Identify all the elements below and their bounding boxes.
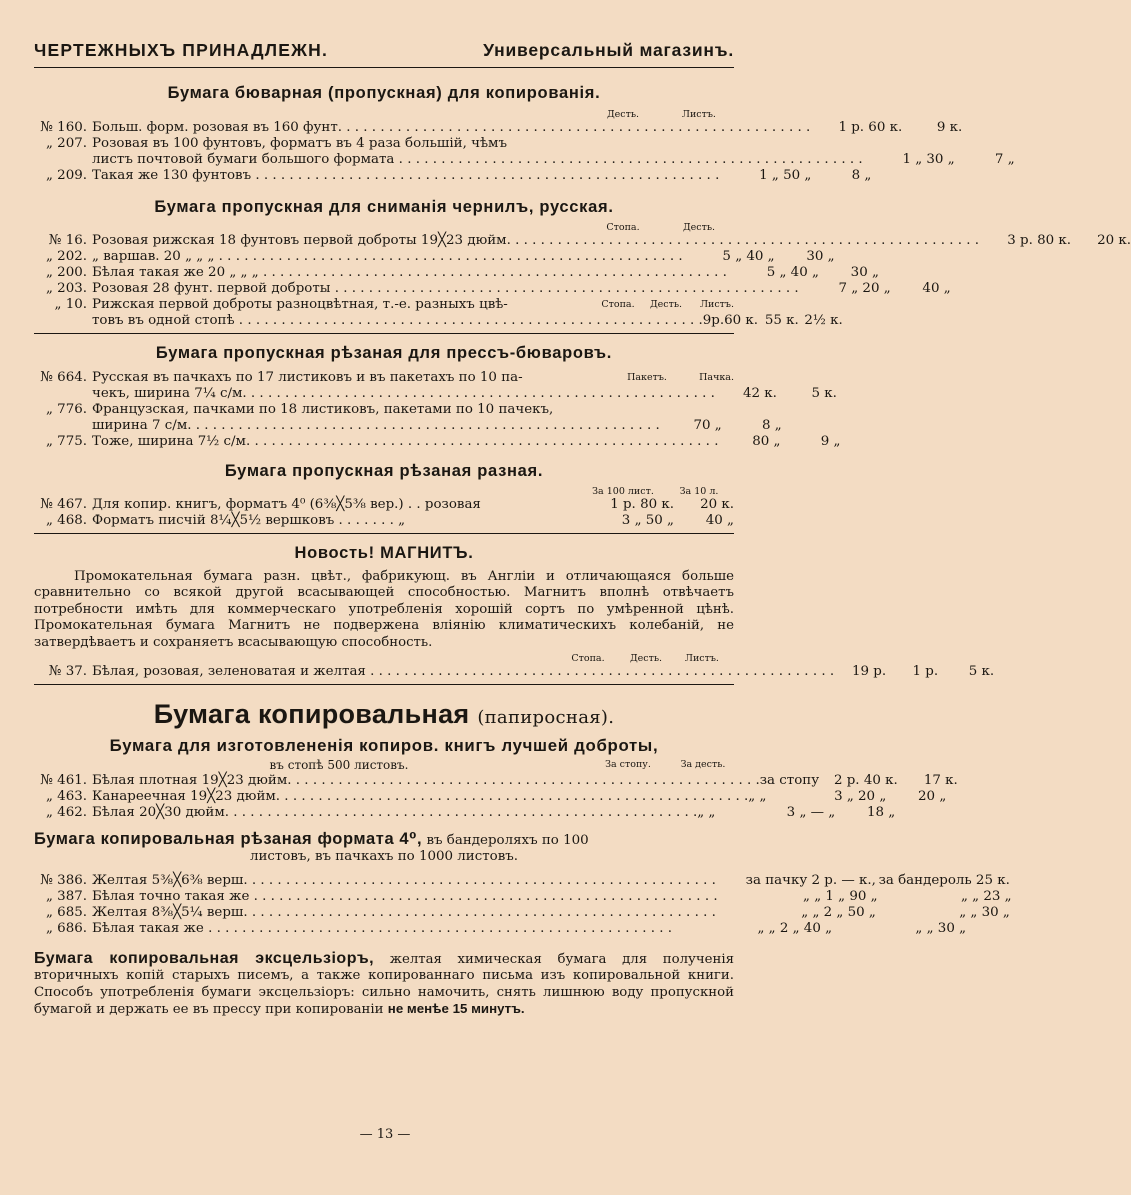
price-b: „ „ 23 „ <box>960 889 1012 905</box>
price-a: „ „ 2 „ 50 „ <box>801 905 876 921</box>
section-subtitle: листовъ, въ пачкахъ по 1000 листовъ. <box>249 849 519 865</box>
item-desc: Желтая 8⅜╳5¼ верш. . . . <box>92 905 716 921</box>
column-header: Стопа. <box>606 222 640 233</box>
catalog-row <box>34 513 734 529</box>
catalog-row <box>34 120 963 136</box>
price-b: 40 „ <box>705 513 734 528</box>
big-title-paren: (папиросная). <box>477 707 615 729</box>
item-desc: Розовая 28 фунт. первой доброты . . . <box>92 281 799 297</box>
price-a: 1 „ 30 „ <box>902 152 955 167</box>
column-header: Листъ. <box>700 299 734 310</box>
price-b: 18 „ <box>867 805 896 821</box>
section-title: Бумага пропускная рѣзаная разная. <box>224 462 544 480</box>
section-title: Бумага для изготовлененія копиров. книгъ лучшей доброты, <box>109 736 659 756</box>
price-a: 3 „ — „ <box>786 805 836 821</box>
column-header: За десть. <box>680 759 726 771</box>
item-number: „ 685. <box>45 905 87 921</box>
price-b: „ „ 30 „ <box>915 921 967 937</box>
item-number: „ 202. <box>45 249 87 264</box>
item-desc: Бѣлая плотная 19╳23 дюйм. . . . <box>92 773 760 789</box>
catalog-row <box>34 136 734 152</box>
price-b: 40 „ <box>922 281 951 296</box>
catalog-row-cont <box>34 313 843 329</box>
catalog-row <box>34 281 951 297</box>
item-number: „ 776. <box>45 402 87 417</box>
price-b: 7 „ <box>994 152 1015 167</box>
catalog-row-cont <box>34 152 1015 168</box>
price-b: 8 „ <box>851 168 872 183</box>
item-number: № 16. <box>48 233 87 248</box>
catalog-row <box>34 921 967 937</box>
unit-label: „ „ <box>697 805 716 821</box>
header-left: ЧЕРТЕЖНЫХЪ ПРИНАДЛЕЖН. <box>34 40 329 60</box>
item-number: „ 207. <box>45 136 87 151</box>
item-desc: Розовая въ 100 фунтовъ, форматъ въ 4 раза большій, чѣмъ <box>92 136 507 151</box>
excelsior-text: желтая химическая бумага для полученія вторичныхъ копій старыхъ писемъ, а также копированнаго письма изъ копировальной книги. Способъ употребленія бумаги эксцельзіоръ: сильно намочить, снять лишнюю воду пропускной бумагой и держать ее въ прессу при копированіи <box>34 952 735 1018</box>
catalog-row <box>34 434 841 450</box>
item-number: „ 775. <box>45 434 87 449</box>
section-title: Бумага бюварная (пропускная) для копированія. <box>167 84 601 102</box>
unit-label: за стопу <box>759 773 820 789</box>
item-desc: Розовая рижская 18 фунтовъ первой доброты 19╳23 дюйм. . . . <box>92 233 979 249</box>
item-desc: Тоже, ширина 7½ с/м. . . . <box>92 434 718 450</box>
column-headers <box>34 486 734 497</box>
item-desc: „ варшав. 20 „ „ „ . . . <box>92 249 683 265</box>
section-press-blotters <box>34 344 841 450</box>
subtitle-row <box>34 757 734 773</box>
item-desc: Бѣлая такая же . . . <box>92 921 672 937</box>
catalog-row-cont <box>34 386 837 402</box>
divider <box>34 333 734 334</box>
item-desc: Для копир. книгъ, форматъ 4⁰ (6⅜╳5⅜ вер.) . . розовая <box>92 497 481 512</box>
price-a: за пачку 2 р. — к., <box>745 873 876 889</box>
column-header: Листъ. <box>685 653 719 665</box>
price-b: 9 к. <box>936 120 963 135</box>
price-c: 2½ к. <box>804 313 843 328</box>
price-a: 7 „ 20 „ <box>838 281 891 296</box>
catalog-row <box>34 789 947 805</box>
column-header: Пачка. <box>699 372 734 383</box>
item-desc: Форматъ писчій 8¼╳5½ вершковъ . . . . . . . „ <box>92 513 406 528</box>
price-b: 20 к. <box>700 497 734 512</box>
section-cut-copying <box>34 830 1012 937</box>
catalog-row <box>34 664 995 680</box>
item-number: „ 209. <box>45 168 87 183</box>
item-desc: Бѣлая 20╳30 дюйм. . . . <box>92 805 697 821</box>
catalog-row <box>34 805 896 821</box>
column-header: За стопу. <box>605 759 651 771</box>
big-section-title <box>34 699 734 730</box>
catalog-row <box>34 233 1131 249</box>
section-magnit <box>34 544 995 685</box>
item-number: № 386. <box>40 873 87 889</box>
section-title-line <box>34 831 734 849</box>
catalog-row <box>34 497 734 513</box>
item-desc: Русская въ пачкахъ по 17 листиковъ и въ пакетахъ по 10 па- <box>92 370 523 385</box>
price-a: 42 к. <box>742 386 777 401</box>
item-desc: Желтая 5⅜╳6⅜ верш. . . . <box>92 873 716 889</box>
section-ink-removal <box>34 198 1131 334</box>
column-headers <box>34 653 734 664</box>
item-desc: чекъ, ширина 7¼ с/м. . . . <box>92 386 715 402</box>
price-b: 55 к. <box>764 313 799 328</box>
column-header: За 10 л. <box>679 486 719 497</box>
catalog-row <box>34 168 872 184</box>
section-blotting-copying <box>34 84 1015 184</box>
price-b: за бандероль 25 к. <box>878 873 1010 889</box>
column-headers <box>34 222 734 233</box>
catalog-row <box>34 873 1010 889</box>
item-number: „ 462. <box>45 805 87 821</box>
price-b: 20 к. <box>1097 233 1131 248</box>
price-b: „ „ 30 „ <box>959 905 1010 921</box>
catalog-row <box>34 370 734 386</box>
big-title-main: Бумага копировальная <box>153 699 470 730</box>
column-header: Листъ. <box>682 109 716 120</box>
price-b: 1 р. <box>912 664 939 680</box>
price-a: 5 „ 40 „ <box>766 265 819 280</box>
running-head <box>34 40 734 68</box>
item-number: „ 387. <box>45 889 87 905</box>
column-header: За 100 лист. <box>592 486 654 497</box>
price-a: 3 „ 50 „ <box>621 513 674 528</box>
price-a: „ „ 1 „ 90 „ <box>803 889 878 905</box>
section-cut-various <box>34 462 734 534</box>
item-number: „ 200. <box>45 265 87 280</box>
excelsior-emphasis: не менѣе 15 минутъ. <box>387 1001 525 1017</box>
item-number: „ 468. <box>45 513 87 528</box>
price-a: 5 „ 40 „ <box>722 249 775 264</box>
item-number: „ 203. <box>45 281 87 296</box>
item-number: № 37. <box>48 664 87 680</box>
section-excelsior <box>34 951 734 1019</box>
item-desc: товъ въ одной стопѣ . . . <box>92 313 703 329</box>
item-desc: Бѣлая точно такая же . . . <box>92 889 718 905</box>
price-b: 9 „ <box>820 434 841 449</box>
price-a: 80 „ <box>752 434 781 449</box>
item-number: „ 686. <box>45 921 87 937</box>
section-title-rest: въ бандероляхъ по 100 <box>426 833 589 849</box>
price-c: 5 к. <box>968 664 995 680</box>
column-header: Стопа. <box>601 299 635 310</box>
column-header: Десть. <box>629 653 663 665</box>
unit-label: „ „ <box>748 789 767 805</box>
subtitle-note: въ стопѣ 500 листовъ. <box>269 758 409 773</box>
item-desc: Больш. форм. розовая въ 160 фунт. . . . <box>92 120 810 136</box>
price-a: 9р.60 к. <box>702 313 759 328</box>
price-a: 3 „ 20 „ <box>834 789 887 805</box>
price-a: 2 р. 40 к. <box>833 773 898 789</box>
item-desc: Бѣлая такая же 20 „ „ „ . . . <box>92 265 727 281</box>
item-desc: Канареечная 19╳23 дюйм. . . . <box>92 789 748 805</box>
section-title: Бумага копировальная рѣзаная формата 4⁰, <box>34 830 423 849</box>
item-desc: Такая же 130 фунтовъ . . . <box>92 168 719 184</box>
price-b: 30 „ <box>850 265 879 280</box>
header-right: Универсальный магазинъ. <box>483 40 734 60</box>
page-number: — 13 — <box>359 1127 411 1142</box>
divider <box>34 533 734 534</box>
price-a: 3 р. 80 к. <box>1007 233 1072 248</box>
price-a: „ „ 2 „ 40 „ <box>757 921 833 937</box>
price-b: 20 „ <box>918 789 947 805</box>
section-title: Новость! МАГНИТЪ. <box>294 544 474 562</box>
column-header: Стопа. <box>571 653 605 665</box>
item-number: № 664. <box>40 370 87 385</box>
catalog-row <box>34 297 734 313</box>
item-desc: Рижская первой доброты разноцвѣтная, т.-е. разныхъ цвѣ- <box>92 297 508 312</box>
catalog-row <box>34 889 1012 905</box>
excelsior-title: Бумага копировальная эксцельзіоръ, <box>34 950 375 968</box>
price-b: 5 к. <box>811 386 837 401</box>
price-a: 70 „ <box>693 418 722 433</box>
section-title: Бумага пропускная для сниманія чернилъ, русская. <box>154 198 614 216</box>
price-a: 1 р. 60 к. <box>838 120 903 135</box>
price-a: 19 р. <box>851 664 887 680</box>
item-desc: Французская, пачками по 18 листиковъ, пакетами по 10 пачекъ, <box>92 402 554 417</box>
catalog-row <box>34 249 835 265</box>
catalog-row <box>34 905 1010 921</box>
column-header: Десть. <box>606 109 640 120</box>
price-b: 17 к. <box>923 773 958 789</box>
section-title: Бумага пропускная рѣзаная для прессъ-бюваровъ. <box>155 344 613 362</box>
column-header: Десть. <box>649 299 683 310</box>
price-b: 8 „ <box>762 418 782 433</box>
column-header: Пакетъ. <box>627 372 667 383</box>
column-headers <box>34 109 734 120</box>
price-a: 1 „ 50 „ <box>759 168 812 183</box>
catalog-row <box>34 773 958 789</box>
item-desc: листъ почтовой бумаги большого формата . . . <box>92 152 863 168</box>
item-number: № 461. <box>40 773 87 789</box>
section-copying-paper <box>34 699 958 821</box>
item-number: № 467. <box>40 497 87 512</box>
column-header: Десть. <box>682 222 716 233</box>
catalog-row <box>34 402 734 418</box>
price-b: 30 „ <box>806 249 835 264</box>
excelsior-paragraph <box>34 951 734 1019</box>
item-number: № 160. <box>40 120 87 135</box>
catalog-row <box>34 265 879 281</box>
item-number: „ 10. <box>54 297 87 312</box>
item-desc: Бѣлая, розовая, зеленоватая и желтая . . . <box>92 664 834 680</box>
item-number: „ 463. <box>45 789 87 805</box>
price-a: 1 р. 80 к. <box>610 497 674 512</box>
description-paragraph: Промокательная бумага разн. цвѣт., фабрикующ. въ Англіи и отличающаяся больше сравнительно со всякой другой всасывающей способностью. Магнитъ вполнѣ отвѣчаетъ потребности имѣть для коммерческаго употребленія хорошій сортъ по умѣренной цѣнѣ. Промокательная бумага Магнитъ не подвержена вліянію климатическихъ колебаній, не затвердѣваетъ и сохраняетъ всасывающую способность. <box>34 569 734 650</box>
item-desc: ширина 7 с/м. . . . <box>92 418 660 434</box>
divider <box>34 684 734 685</box>
catalog-row-cont <box>34 418 782 434</box>
